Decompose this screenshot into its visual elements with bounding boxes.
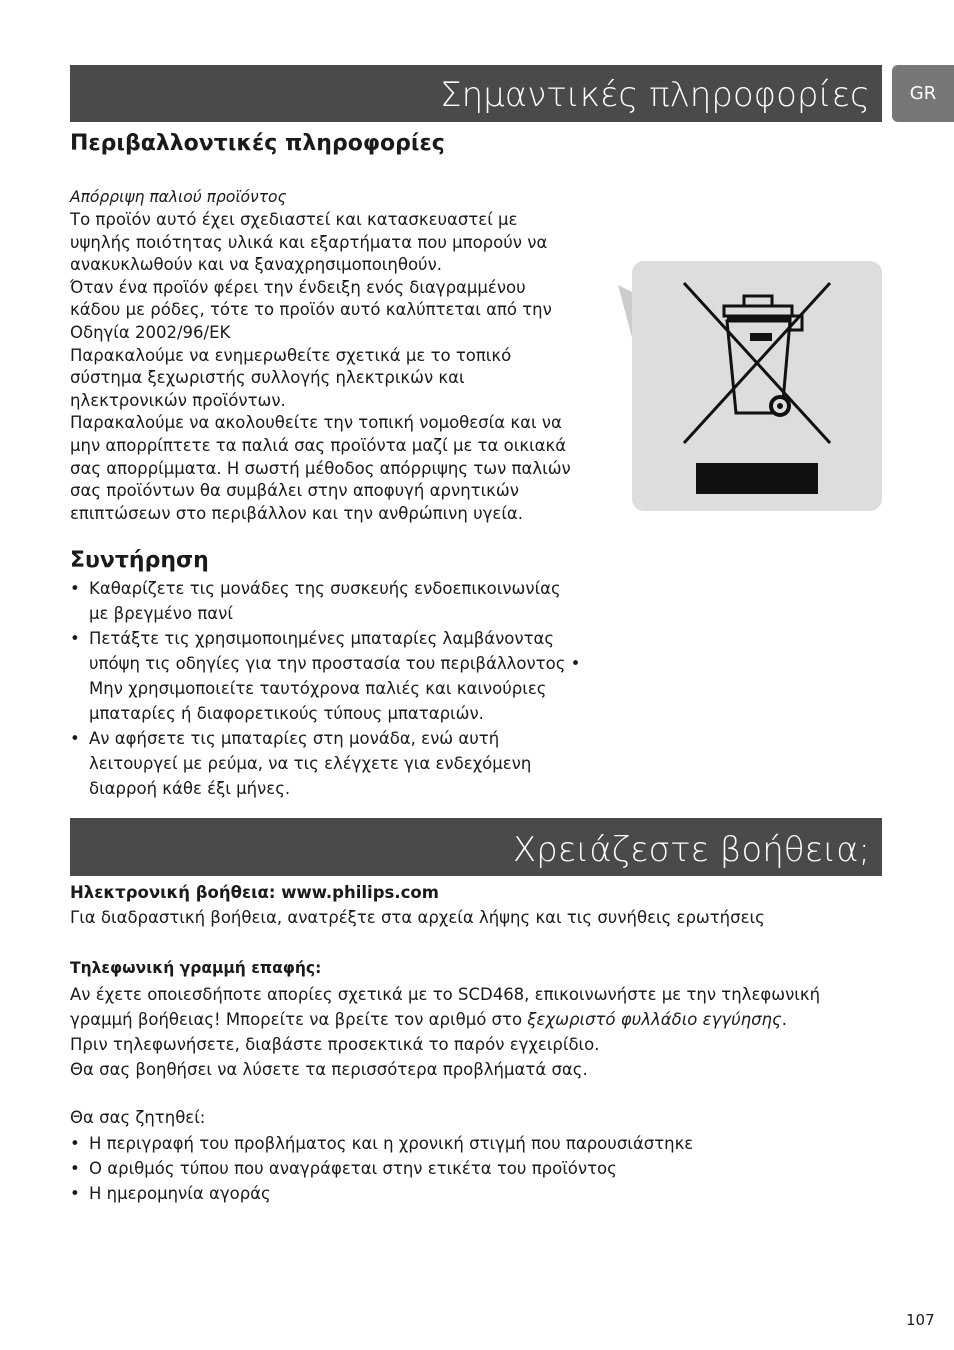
phone-help-label: Τηλεφωνική γραμμή επαφής:: [70, 959, 322, 977]
phone-help-line: [70, 1007, 820, 1032]
phone-help-line: Θα σας βοηθήσει να λύσετε τα περισσότερα προβλήματά σας.: [70, 1060, 588, 1079]
maintenance-list: [70, 576, 580, 801]
online-help-text: Για διαδραστική βοήθεια, ανατρέξτε στα αρχεία λήψης και τις συνήθεις ερωτήσεις: [70, 908, 765, 927]
env-line: ανακυκλωθούν και να ξαναχρησιμοποιηθούν.: [70, 255, 443, 275]
online-help-label: Ηλεκτρονική βοήθεια: www.philips.com: [70, 883, 439, 902]
env-line: Όταν ένα προϊόν φέρει την ένδειξη ενός διαγραμμένου: [70, 277, 526, 297]
warranty-leaflet-ref: ξεχωριστό φυλλάδιο εγγύησης: [527, 1010, 782, 1029]
list-item: [70, 576, 580, 626]
list-item: [70, 626, 580, 726]
list-item-line: Μην χρησιμοποιείτε ταυτόχρονα παλιές και καινούριες: [89, 679, 547, 698]
asked-label: Θα σας ζητηθεί:: [70, 1108, 206, 1127]
phone-help-line: Πριν τηλεφωνήσετε, διαβάστε προσεκτικά το παρόν εγχειρίδιο.: [70, 1035, 600, 1054]
list-item-line: λειτουργεί με ρεύμα, να τις ελέγχετε για ενδεχόμενη: [89, 754, 532, 773]
list-item-line: με βρεγμένο πανί: [89, 604, 233, 623]
env-line: σας απορρίμματα. Η σωστή μέθοδος απόρριψης των παλιών: [70, 458, 571, 478]
env-line: σύστημα ξεχωριστής συλλογής ηλεκτρικών και: [70, 368, 465, 388]
list-item: • Ο αριθμός τύπου που αναγράφεται στην ετικέτα του προϊόντος: [70, 1156, 693, 1181]
phone-help-body: [70, 982, 820, 1082]
phone-help-text: .: [781, 1010, 787, 1029]
help-title: Χρειάζεστε βοήθεια;: [512, 830, 870, 870]
crossed-out-wheelie-bin-icon: [632, 261, 882, 511]
env-line: κάδου με ρόδες, τότε το προϊόν αυτό καλύπτεται από την: [70, 300, 552, 320]
env-subtitle: Απόρριψη παλιού προϊόντος: [70, 188, 287, 206]
env-line: επιπτώσεων στο περιβάλλον και την ανθρώπινη υγεία.: [70, 503, 524, 523]
env-line: Οδηγία 2002/96/ΕΚ: [70, 322, 231, 342]
env-line: Το προϊόν αυτό έχει σχεδιαστεί και κατασκευαστεί με: [70, 210, 518, 229]
phone-help-text: γραμμή βοήθειας! Μπορείτε να βρείτε τον αριθμό στο: [70, 1010, 528, 1029]
list-item: [70, 726, 580, 801]
list-item: • Η περιγραφή του προβλήματος και η χρονική στιγμή που παρουσιάστηκε: [70, 1131, 693, 1156]
asked-list: [70, 1131, 693, 1206]
list-item-line: • Αν αφήσετε τις μπαταρίες στη μονάδα, ενώ αυτή: [89, 729, 500, 748]
page-header-banner: [70, 65, 882, 122]
maintenance-heading: Συντήρηση: [70, 548, 209, 573]
help-banner: [70, 818, 882, 876]
env-heading: Περιβαλλοντικές πληροφορίες: [70, 131, 445, 156]
list-item-line: μπαταρίες ή διαφορετικούς τύπους μπαταριών.: [89, 704, 484, 723]
list-item-line: • Πετάξτε τις χρησιμοποιημένες μπαταρίες λαμβάνοντας: [89, 629, 555, 648]
env-line: μην απορρίπτετε τα παλιά σας προϊόντα μαζί με τα οικιακά: [70, 435, 567, 455]
language-tab: GR: [892, 65, 954, 122]
env-line: ηλεκτρονικών προϊόντων.: [70, 390, 286, 410]
env-line: σας προϊόντων θα συμβάλει στην αποφυγή αρνητικών: [70, 481, 519, 501]
list-item-line: διαρροή κάθε έξι μήνες.: [89, 779, 291, 798]
page-title: Σημαντικές πληροφορίες: [440, 75, 870, 115]
env-line: υψηλής ποιότητας υλικά και εξαρτήματα που μπορούν να: [70, 232, 548, 252]
phone-help-line: Αν έχετε οποιεσδήποτε απορίες σχετικά με το SCD468, επικοινωνήστε με την τηλεφωνική: [70, 985, 821, 1004]
env-body: [70, 209, 571, 525]
list-item: • Η ημερομηνία αγοράς: [70, 1181, 693, 1206]
page-number: 107: [906, 1311, 935, 1329]
env-line: Παρακαλούμε να ακολουθείτε την τοπική νομοθεσία και να: [70, 413, 562, 433]
env-line: Παρακαλούμε να ενημερωθείτε σχετικά με το τοπικό: [70, 345, 512, 365]
list-item-line: • Καθαρίζετε τις μονάδες της συσκευής ενδοεπικοινωνίας: [89, 579, 561, 598]
weee-symbol-panel: [632, 261, 882, 511]
list-item-line: υπόψη τις οδηγίες για την προστασία του περιβάλλοντος •: [89, 654, 581, 673]
